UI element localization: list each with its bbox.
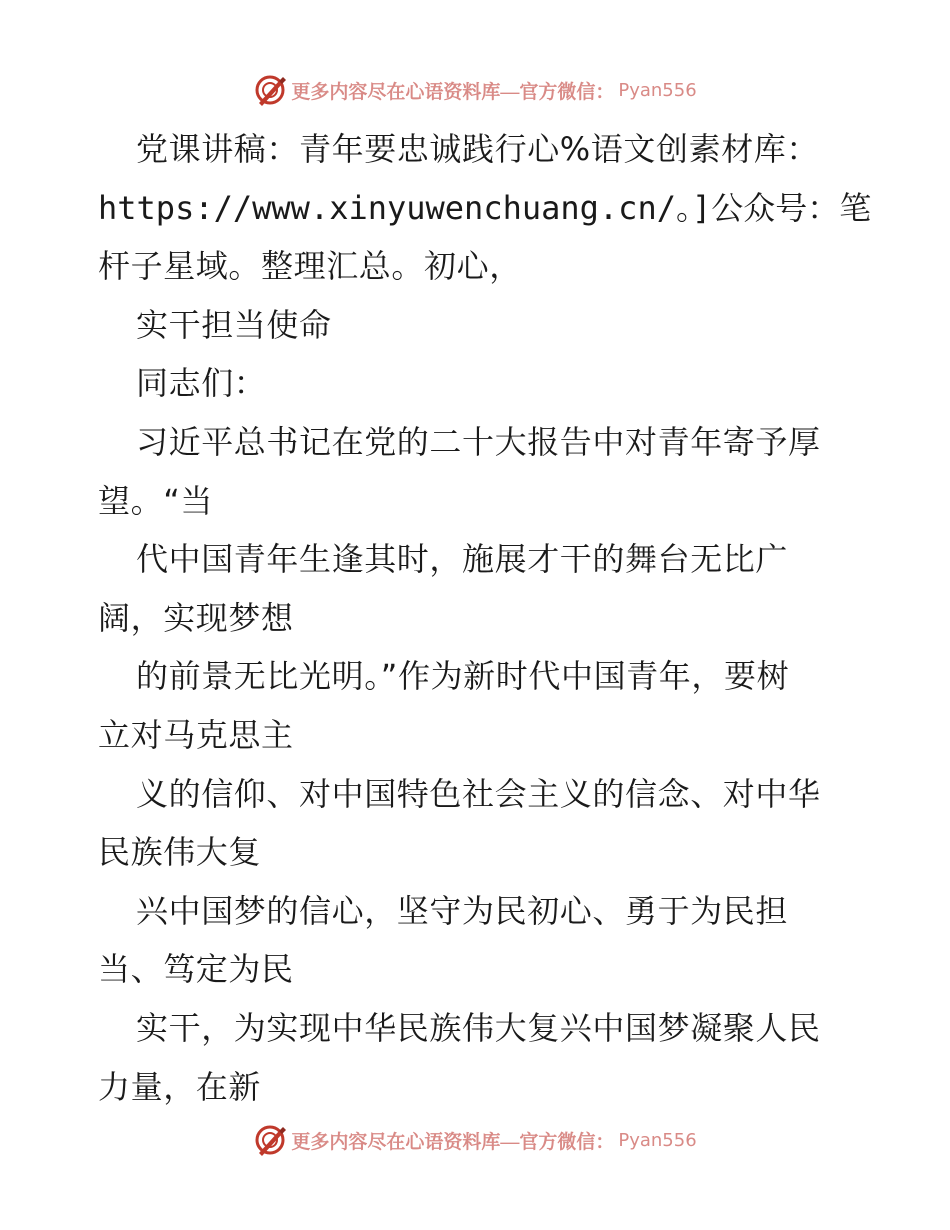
body-line: 立对马克思主	[98, 715, 294, 754]
body-line: 杆子星域。整理汇总。初心，	[98, 247, 522, 286]
body-line: 兴中国梦的信心，坚守为民初心、勇于为民担	[136, 891, 789, 930]
body-line: 阔，实现梦想	[98, 598, 294, 637]
body-line: 同志们：	[136, 364, 267, 403]
footer-banner	[0, 1122, 950, 1158]
pen-in-circle-logo-icon	[253, 1123, 287, 1157]
document-body	[98, 120, 872, 1116]
body-line: 党课讲稿：青年要忠诚践行心%语文创素材库：	[136, 130, 820, 168]
body-line: 民族伟大复	[98, 833, 262, 872]
body-line: 实干担当使命	[136, 305, 332, 344]
body-line: 实干，为实现中华民族伟大复兴中国梦凝聚人民	[136, 1008, 821, 1047]
body-line: 当、笃定为民	[98, 950, 294, 989]
body-line: 代中国青年生逢其时，施展才干的舞台无比广	[136, 540, 789, 579]
body-line: https://www.xinyuwenchuang.cn/。]公众号：笔	[98, 188, 872, 227]
body-line: 习近平总书记在党的二十大报告中对青年寄予厚	[136, 422, 821, 461]
wechat-id: Pyan556	[618, 79, 697, 101]
header-banner	[0, 72, 950, 108]
body-line: 的前景无比光明。”作为新时代中国青年，要树	[136, 657, 790, 696]
banner-text: 更多内容尽在心语资料库—官方微信：	[291, 81, 615, 103]
body-line: 义的信仰、对中国特色社会主义的信念、对中华	[136, 774, 821, 813]
body-line: 力量，在新	[98, 1067, 262, 1106]
pen-in-circle-logo-icon	[253, 73, 287, 107]
wechat-id: Pyan556	[618, 1129, 697, 1151]
banner-text: 更多内容尽在心语资料库—官方微信：	[291, 1131, 615, 1153]
body-line: 望。“当	[98, 481, 213, 520]
